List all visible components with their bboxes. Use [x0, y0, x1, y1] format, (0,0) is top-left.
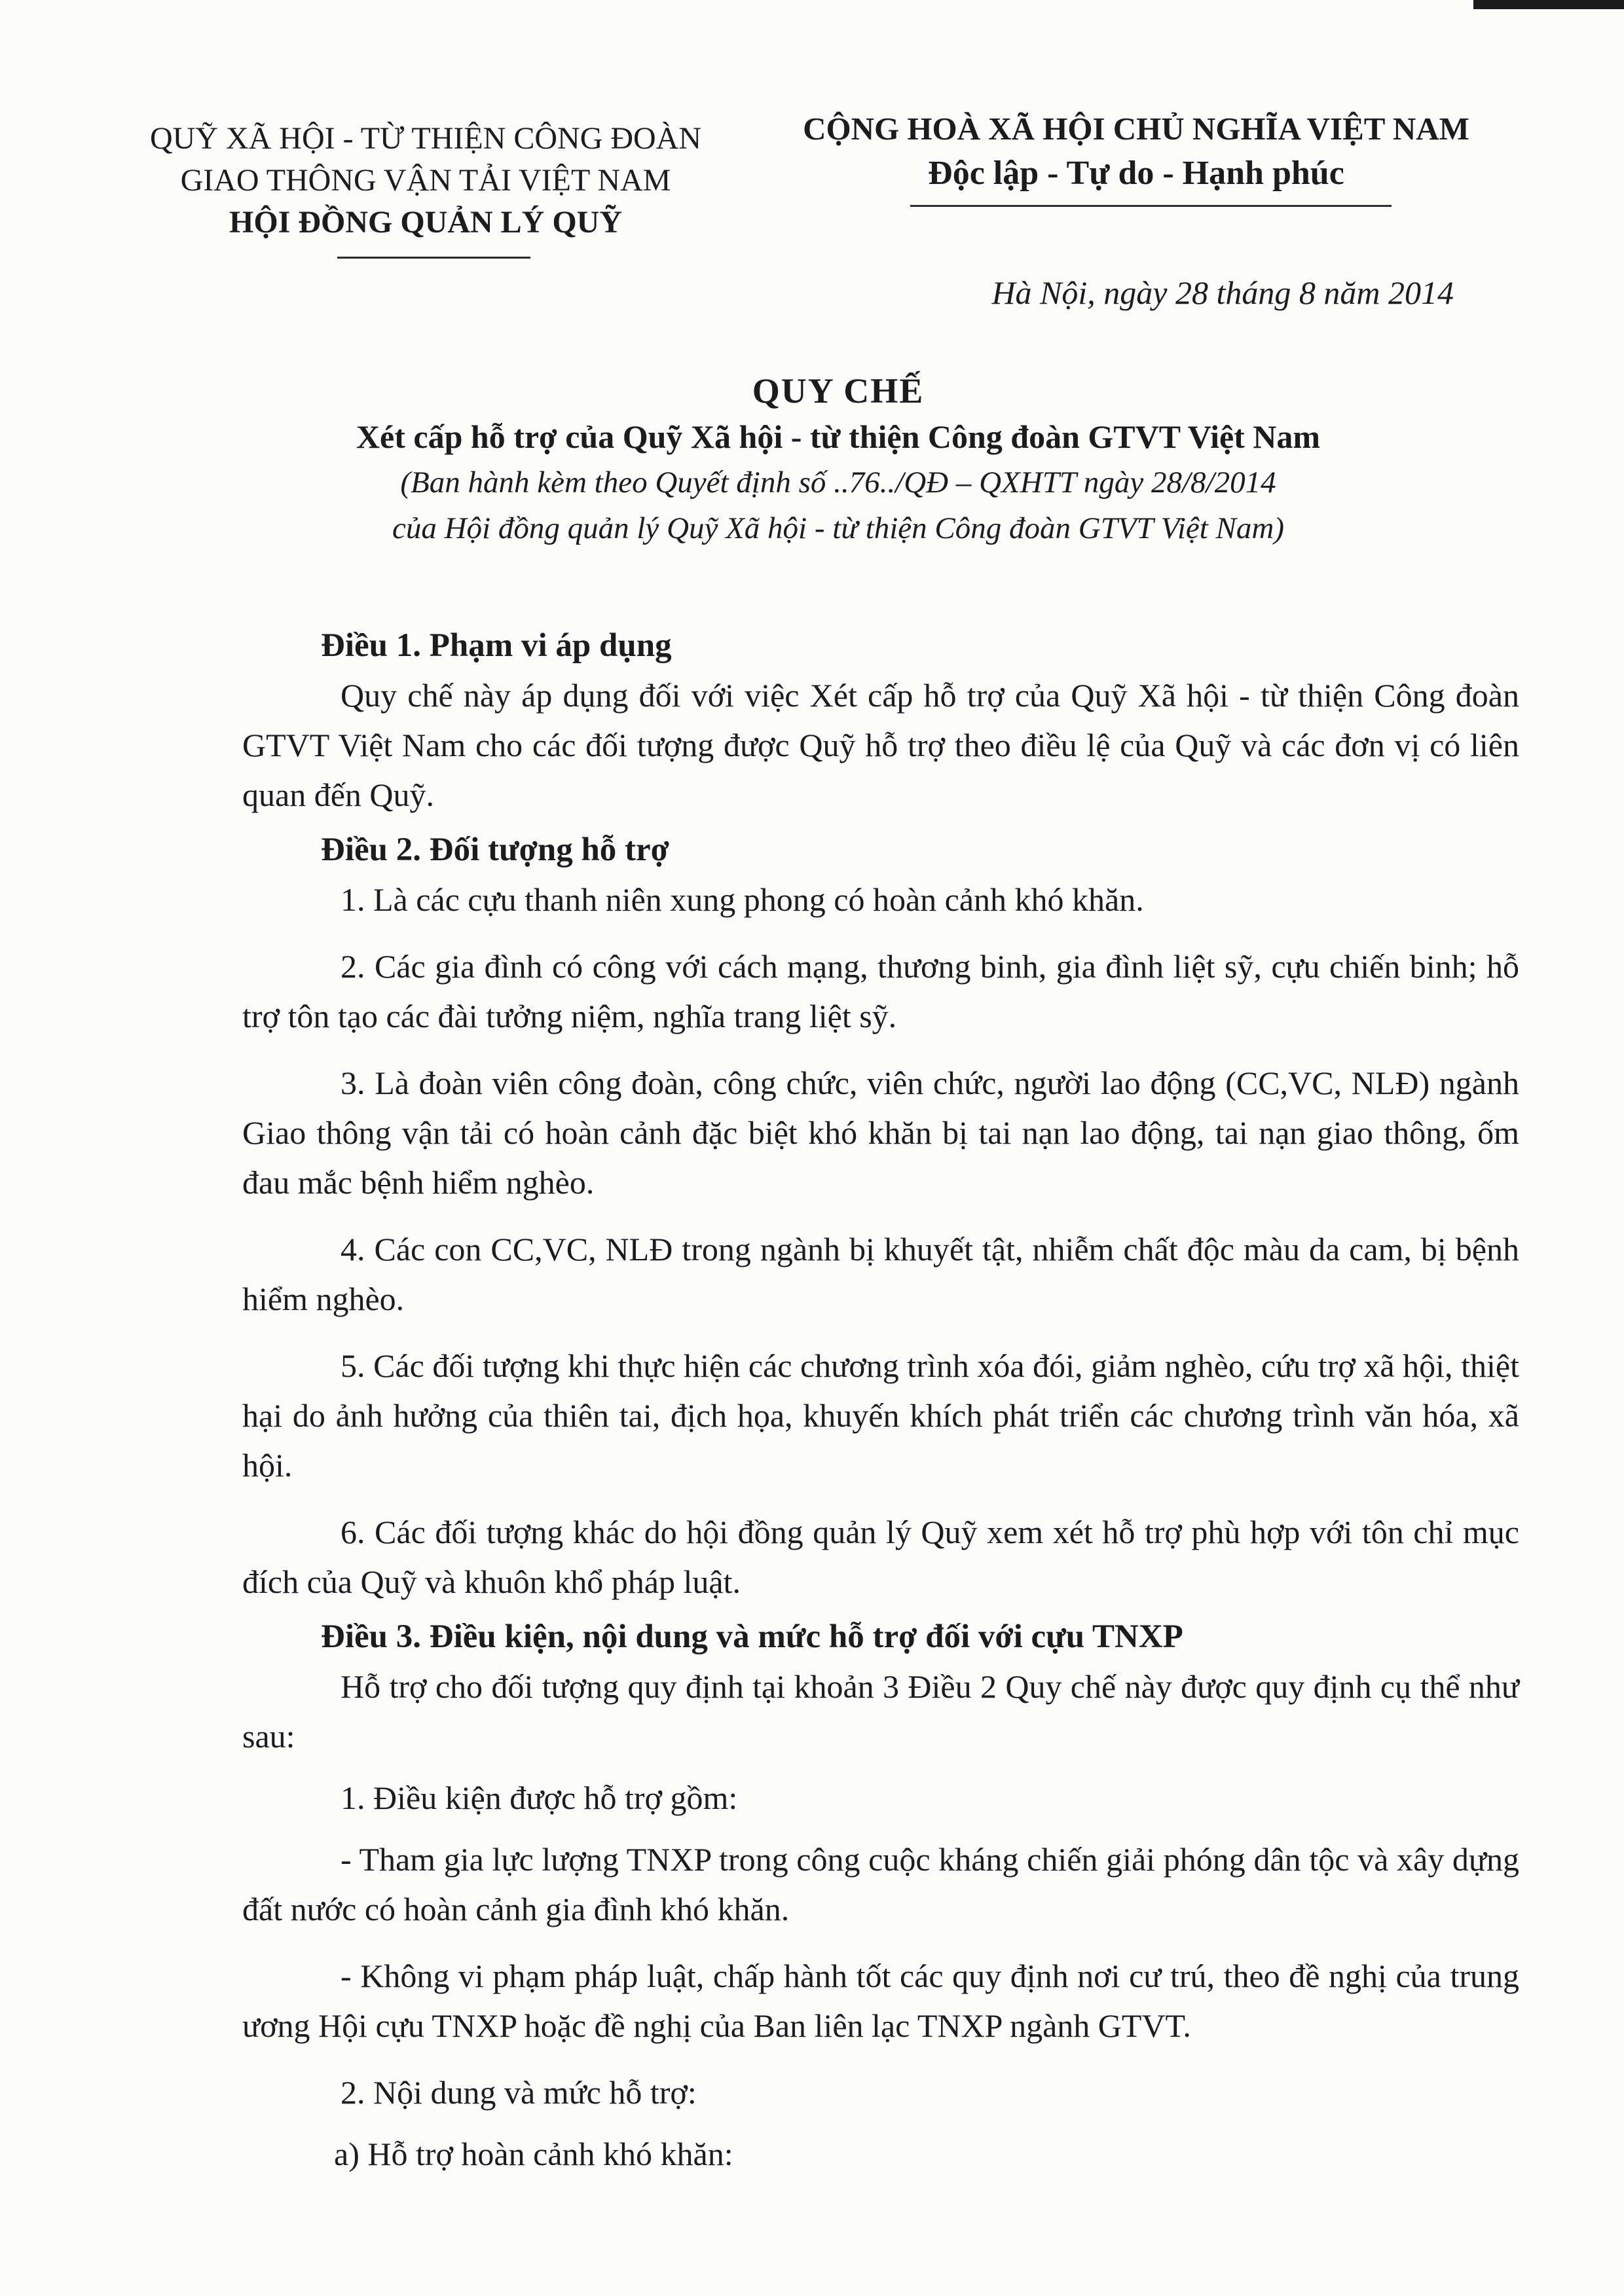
article-1-text: Quy chế này áp dụng đối với việc Xét cấp hỗ trợ của Quỹ Xã hội - từ thiện Công đoàn GTVT Việt Nam cho các đối tượng được Quỹ hỗ trợ theo điều lệ của Quỹ và các đơn vị có liên quan đến Quỹ.: [242, 677, 1519, 813]
article-3-conditions-heading: 1. Điều kiện được hỗ trợ gồm:: [341, 1779, 738, 1816]
title-subject: Xét cấp hỗ trợ của Quỹ Xã hội - từ thiện Công đoàn GTVT Việt Nam: [356, 418, 1321, 455]
title-note-2: của Hội đồng quản lý Quỹ Xã hội - từ thiện Công đoàn GTVT Việt Nam): [392, 511, 1284, 545]
article-3-condition-2: - Không vi phạm pháp luật, chấp hành tốt các quy định nơi cư trú, theo đề nghị của trung ương Hội cựu TNXP hoặc đề nghị của Ban liên lạc TNXP ngành GTVT.: [242, 1958, 1519, 2044]
article-3-content-a: a) Hỗ trợ hoàn cảnh khó khăn:: [334, 2136, 733, 2172]
article-3-intro: Hỗ trợ cho đối tượng quy định tại khoản 3 Điều 2 Quy chế này được quy định cụ thể như sau:: [242, 1668, 1519, 1755]
national-name: CỘNG HOÀ XÃ HỘI CHỦ NGHĨA VIỆT NAM: [803, 111, 1469, 147]
title-note-1: (Ban hành kèm theo Quyết định số ..76../QĐ – QXHTT ngày 28/8/2014: [400, 465, 1276, 500]
date-line: Hà Nội, ngày 28 tháng 8 năm 2014: [991, 274, 1454, 311]
title-main: QUY CHẾ: [752, 371, 925, 410]
scan-edge-mark: [1473, 0, 1624, 9]
issuer-line-1: QUỸ XÃ HỘI - TỪ THIỆN CÔNG ĐOÀN: [149, 121, 702, 156]
national-motto: Độc lập - Tự do - Hạnh phúc: [928, 155, 1344, 192]
motto-underline: [910, 205, 1392, 207]
article-2-item-2: 2. Các gia đình có công với cách mạng, thương binh, gia đình liệt sỹ, cựu chiến binh; hỗ trợ tôn tạo các đài tưởng niệm, nghĩa trang liệt sỹ.: [242, 948, 1519, 1034]
document-title: [196, 368, 1480, 551]
issuer-line-3: HỘI ĐỒNG QUẢN LÝ QUỸ: [229, 205, 623, 240]
article-2-item-5: 5. Các đối tượng khi thực hiện các chương trình xóa đói, giảm nghèo, cứu trợ xã hội, thiệt hại do ảnh hưởng của thiên tai, địch họa, khuyến khích phát triển các chương trình văn hóa, xã hội.: [242, 1347, 1519, 1484]
issuer-line-2: GIAO THÔNG VẬN TẢI VIỆT NAM: [180, 163, 671, 198]
article-2-item-1: 1. Là các cựu thanh niên xung phong có hoàn cảnh khó khăn.: [341, 881, 1144, 918]
national-header: [773, 108, 1500, 197]
article-2-item-3: 3. Là đoàn viên công đoàn, công chức, viên chức, người lao động (CC,VC, NLĐ) ngành Giao thông vận tải có hoàn cảnh đặc biệt khó khăn bị tai nạn lao động, tai nạn giao thông, ốm đau mắc bệnh hiểm nghèo.: [242, 1065, 1519, 1201]
article-3-content-heading: 2. Nội dung và mức hỗ trợ:: [341, 2074, 697, 2111]
article-2-item-4: 4. Các con CC,VC, NLĐ trong ngành bị khuyết tật, nhiễm chất độc màu da cam, bị bệnh hiểm nghèo.: [242, 1231, 1519, 1317]
article-3-condition-1: - Tham gia lực lượng TNXP trong công cuộc kháng chiến giải phóng dân tộc và xây dựng đất nước có hoàn cảnh gia đình khó khăn.: [242, 1841, 1519, 1927]
article-3-heading: Điều 3. Điều kiện, nội dung và mức hỗ trợ đối với cựu TNXP: [321, 1618, 1183, 1655]
article-2-item-6: 6. Các đối tượng khác do hội đồng quản lý Quỹ xem xét hỗ trợ phù hợp với tôn chỉ mục đích của Quỹ và khuôn khổ pháp luật.: [242, 1514, 1519, 1600]
issuer-header: [124, 118, 727, 244]
issuer-underline: [337, 257, 530, 259]
document-body: [242, 621, 1519, 2179]
article-1-heading: Điều 1. Phạm vi áp dụng: [321, 627, 672, 664]
article-2-heading: Điều 2. Đối tượng hỗ trợ: [321, 831, 669, 868]
